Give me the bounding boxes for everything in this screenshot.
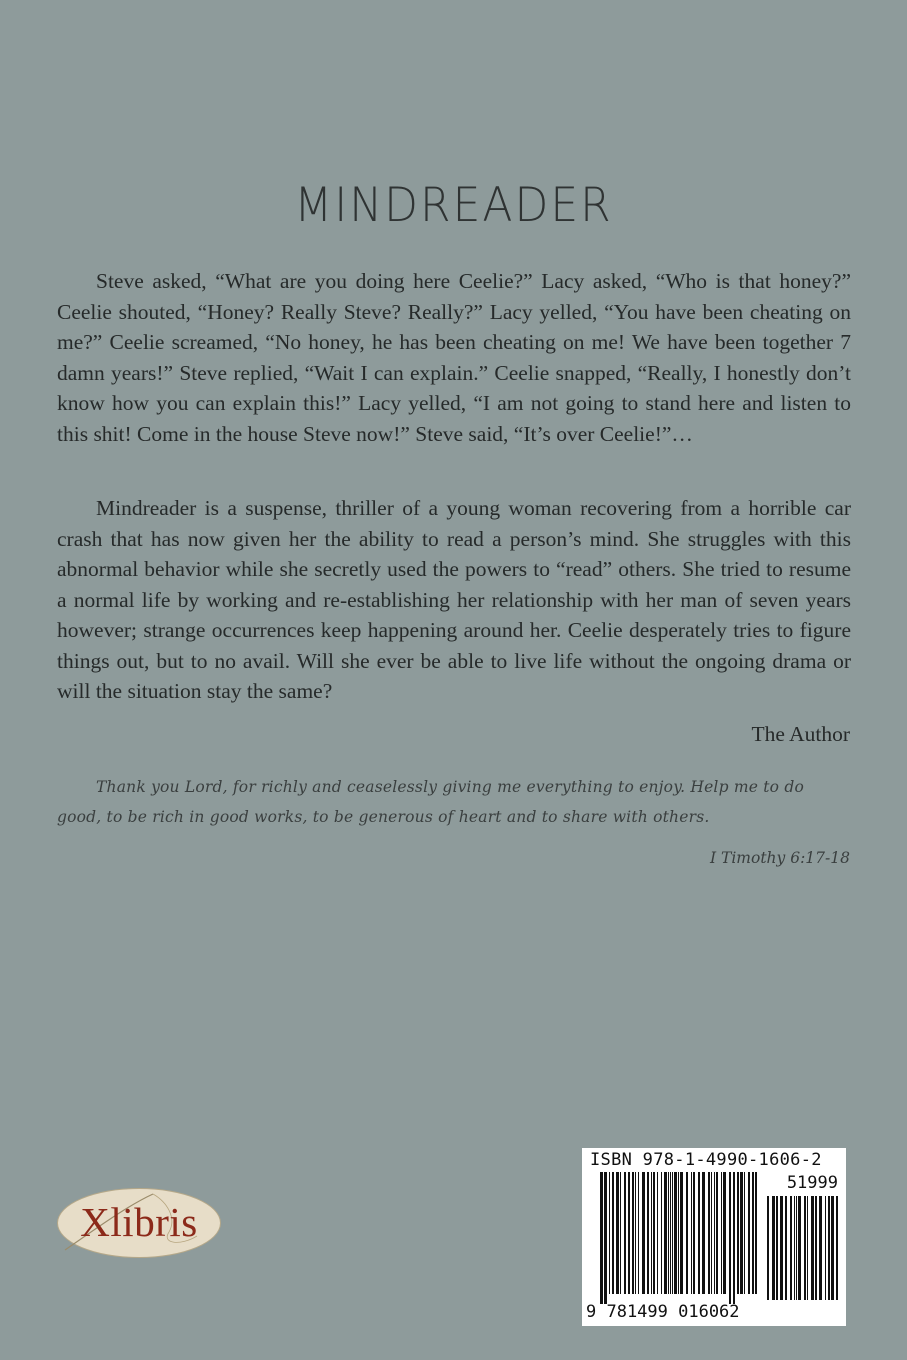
prayer-text: Thank you Lord, for richly and ceaselessly giving me everything to enjoy. Help me to do good, to be rich in good works, to be generous of heart and to share with others.	[57, 778, 804, 826]
publisher-logo	[57, 1188, 221, 1258]
isbn-label: ISBN 978-1-4990-1606-2	[590, 1150, 822, 1170]
addon-barcode-bars	[767, 1196, 839, 1302]
price-code: 51999	[786, 1173, 838, 1193]
verse-reference: I Timothy 6:17-18	[709, 849, 850, 867]
ean-digits: 9 781499 016062	[586, 1302, 740, 1322]
publisher-logo-text: Xlibris	[80, 1199, 198, 1245]
blurb-excerpt-paragraph: Steve asked, “What are you doing here Ceelie?” Lacy asked, “Who is that honey?” Ceelie shouted, “Honey? Really Steve? Really?” Lacy yelled, “You have been cheating on me?” Ceelie screamed, “No honey, he has been cheating on me! We have been together 7 damn years!” Steve replied, “Wait I can explain.” Ceelie snapped, “Really, I honestly don’t know how you can explain this!” Lacy yelled, “I am not going to stand here and listen to this shit! Come in the house Steve now!” Steve said, “It’s over Ceelie!”…	[57, 269, 851, 446]
book-title: MINDREADER	[294, 177, 613, 234]
ean-barcode-bars	[600, 1172, 760, 1304]
blurb-synopsis-paragraph: Mindreader is a suspense, thriller of a young woman recovering from a horrible car crash that has now given her the ability to read a person’s mind. She struggles with this abnormal behavior while she secretly used the powers to “read” others. She tried to resume a normal life by working and re-establishing her relationship with her man of seven years however; strange occurrences keep happening around her. Ceelie desperately tries to figure things out, but to no avail. Will she ever be able to live life without the ongoing drama or will the situation stay the same?	[57, 496, 851, 703]
author-signature: The Author	[751, 722, 850, 746]
isbn-barcode	[582, 1148, 846, 1326]
